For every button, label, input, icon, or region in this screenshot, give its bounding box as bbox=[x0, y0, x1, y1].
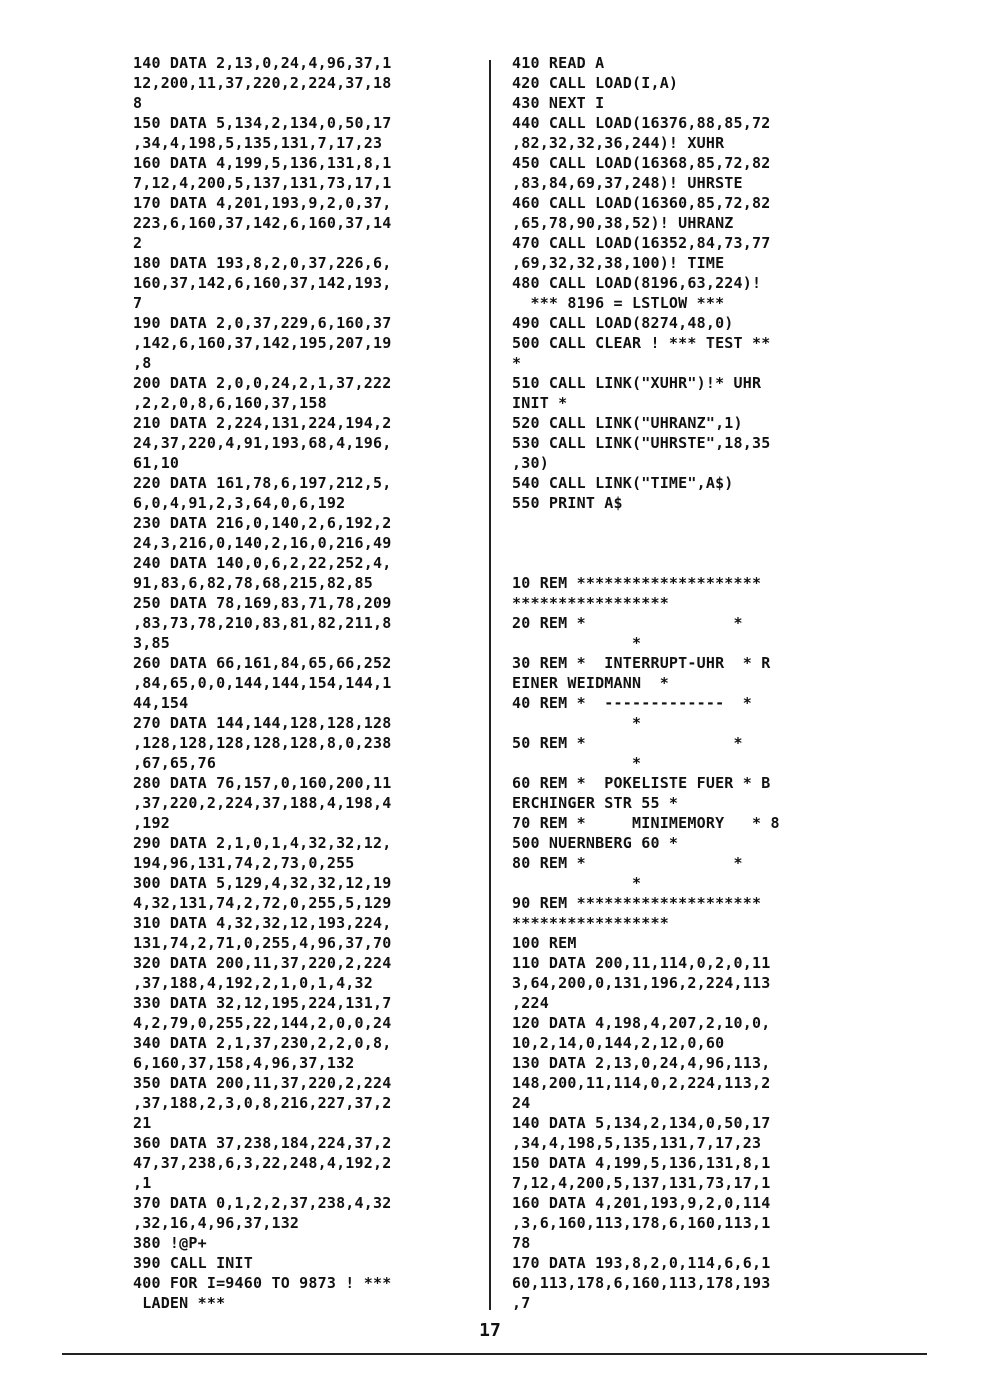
code-line: 520 CALL LINK("UHRANZ",1) bbox=[512, 414, 743, 432]
code-line: ,37,220,2,224,37,188,4,198,4 bbox=[133, 794, 392, 812]
code-line: 100 REM bbox=[512, 934, 577, 952]
code-line: 24,37,220,4,91,193,68,4,196, bbox=[133, 434, 392, 452]
code-line: ,65,78,90,38,52)! UHRANZ bbox=[512, 214, 734, 232]
code-line: 78 bbox=[512, 1234, 531, 1252]
code-line: 10,2,14,0,144,2,12,0,60 bbox=[512, 1034, 725, 1052]
code-line: 7,12,4,200,5,137,131,73,17,1 bbox=[512, 1174, 771, 1192]
code-line: INIT * bbox=[512, 394, 568, 412]
code-line: 230 DATA 216,0,140,2,6,192,2 bbox=[133, 514, 392, 532]
code-line: 390 CALL INIT bbox=[133, 1254, 253, 1272]
code-line: 210 DATA 2,224,131,224,194,2 bbox=[133, 414, 392, 432]
code-line: 370 DATA 0,1,2,2,37,238,4,32 bbox=[133, 1194, 392, 1212]
code-line: 160 DATA 4,201,193,9,2,0,114 bbox=[512, 1194, 771, 1212]
code-line: 131,74,2,71,0,255,4,96,37,70 bbox=[133, 934, 392, 952]
code-line: ,82,32,32,36,244)! XUHR bbox=[512, 134, 725, 152]
code-line: 21 bbox=[133, 1114, 152, 1132]
code-line: ,30) bbox=[512, 454, 549, 472]
code-line: ,7 bbox=[512, 1294, 531, 1312]
code-line: 140 DATA 5,134,2,134,0,50,17 bbox=[512, 1114, 771, 1132]
code-line: 330 DATA 32,12,195,224,131,7 bbox=[133, 994, 392, 1012]
code-line: 170 DATA 4,201,193,9,2,0,37, bbox=[133, 194, 392, 212]
code-line: 60 REM * POKELISTE FUER * B bbox=[512, 774, 771, 792]
code-line: 490 CALL LOAD(8274,48,0) bbox=[512, 314, 734, 332]
code-line: 500 CALL CLEAR ! *** TEST ** bbox=[512, 334, 771, 352]
code-line: 7 bbox=[133, 294, 143, 312]
code-line: 80 REM * * bbox=[512, 854, 743, 872]
code-line: ,3,6,160,113,178,6,160,113,1 bbox=[512, 1214, 771, 1232]
code-line: 120 DATA 4,198,4,207,2,10,0, bbox=[512, 1014, 771, 1032]
code-line: 410 READ A bbox=[512, 54, 605, 72]
code-line: ,67,65,76 bbox=[133, 754, 217, 772]
code-line: 91,83,6,82,78,68,215,82,85 bbox=[133, 574, 373, 592]
code-line: 130 DATA 2,13,0,24,4,96,113, bbox=[512, 1054, 771, 1072]
code-line: 260 DATA 66,161,84,65,66,252 bbox=[133, 654, 392, 672]
code-line: 4,2,79,0,255,22,144,2,0,0,24 bbox=[133, 1014, 392, 1032]
code-line: 150 DATA 5,134,2,134,0,50,17 bbox=[133, 114, 392, 132]
code-line: 20 REM * * bbox=[512, 614, 743, 632]
code-line: 420 CALL LOAD(I,A) bbox=[512, 74, 679, 92]
code-line: * bbox=[512, 874, 642, 892]
code-line: 250 DATA 78,169,83,71,78,209 bbox=[133, 594, 392, 612]
code-line: 480 CALL LOAD(8196,63,224)! bbox=[512, 274, 762, 292]
code-line: 150 DATA 4,199,5,136,131,8,1 bbox=[512, 1154, 771, 1172]
code-line: 24 bbox=[512, 1094, 531, 1112]
code-line: ***************** bbox=[512, 914, 669, 932]
code-line: ERCHINGER STR 55 * bbox=[512, 794, 679, 812]
code-line: ,37,188,2,3,0,8,216,227,37,2 bbox=[133, 1094, 392, 1112]
code-line: 450 CALL LOAD(16368,85,72,82 bbox=[512, 154, 771, 172]
code-line: 3,64,200,0,131,196,2,224,113 bbox=[512, 974, 771, 992]
code-line: 44,154 bbox=[133, 694, 189, 712]
code-line: 350 DATA 200,11,37,220,2,224 bbox=[133, 1074, 392, 1092]
code-line: ***************** bbox=[512, 594, 669, 612]
code-line: ,69,32,32,38,100)! TIME bbox=[512, 254, 725, 272]
code-line: 2 bbox=[133, 234, 143, 252]
code-line: ,34,4,198,5,135,131,7,17,23 bbox=[133, 134, 383, 152]
code-line: ,83,84,69,37,248)! UHRSTE bbox=[512, 174, 743, 192]
code-line: 320 DATA 200,11,37,220,2,224 bbox=[133, 954, 392, 972]
code-line: * bbox=[512, 354, 522, 372]
code-line: 10 REM ******************** bbox=[512, 574, 762, 592]
code-line: 470 CALL LOAD(16352,84,73,77 bbox=[512, 234, 771, 252]
right-listing-column bbox=[512, 53, 780, 1313]
code-line: ,8 bbox=[133, 354, 152, 372]
code-line: 61,10 bbox=[133, 454, 180, 472]
code-line: 160 DATA 4,199,5,136,131,8,1 bbox=[133, 154, 392, 172]
code-line: LADEN *** bbox=[133, 1294, 226, 1312]
page-number: 17 bbox=[479, 1320, 501, 1341]
code-line: 540 CALL LINK("TIME",A$) bbox=[512, 474, 734, 492]
code-line: 190 DATA 2,0,37,229,6,160,37 bbox=[133, 314, 392, 332]
code-line: 440 CALL LOAD(16376,88,85,72 bbox=[512, 114, 771, 132]
code-line: 340 DATA 2,1,37,230,2,2,0,8, bbox=[133, 1034, 392, 1052]
code-line: 8 bbox=[133, 94, 143, 112]
code-line bbox=[512, 513, 780, 533]
code-line: 220 DATA 161,78,6,197,212,5, bbox=[133, 474, 392, 492]
code-line: 223,6,160,37,142,6,160,37,14 bbox=[133, 214, 392, 232]
code-line: * bbox=[512, 714, 642, 732]
code-line: 6,160,37,158,4,96,37,132 bbox=[133, 1054, 355, 1072]
code-line: 90 REM ******************** bbox=[512, 894, 762, 912]
code-line: *** 8196 = LSTLOW *** bbox=[512, 294, 725, 312]
left-listing-column bbox=[133, 53, 391, 1313]
code-line: 460 CALL LOAD(16360,85,72,82 bbox=[512, 194, 771, 212]
code-line: EINER WEIDMANN * bbox=[512, 674, 669, 692]
code-line bbox=[512, 533, 780, 553]
code-line: ,128,128,128,128,128,8,0,238 bbox=[133, 734, 392, 752]
code-line: 200 DATA 2,0,0,24,2,1,37,222 bbox=[133, 374, 392, 392]
code-line: 110 DATA 200,11,114,0,2,0,11 bbox=[512, 954, 771, 972]
code-line: 380 !@P+ bbox=[133, 1234, 207, 1252]
code-line: 148,200,11,114,0,2,224,113,2 bbox=[512, 1074, 771, 1092]
code-line: 360 DATA 37,238,184,224,37,2 bbox=[133, 1134, 392, 1152]
code-line: 530 CALL LINK("UHRSTE",18,35 bbox=[512, 434, 771, 452]
code-line: 194,96,131,74,2,73,0,255 bbox=[133, 854, 355, 872]
code-line: 290 DATA 2,1,0,1,4,32,32,12, bbox=[133, 834, 392, 852]
code-line: 160,37,142,6,160,37,142,193, bbox=[133, 274, 392, 292]
code-line: 500 NUERNBERG 60 * bbox=[512, 834, 679, 852]
code-line: ,32,16,4,96,37,132 bbox=[133, 1214, 300, 1232]
code-line: 50 REM * * bbox=[512, 734, 743, 752]
code-line: 3,85 bbox=[133, 634, 170, 652]
code-line: 300 DATA 5,129,4,32,32,12,19 bbox=[133, 874, 392, 892]
code-line: ,83,73,78,210,83,81,82,211,8 bbox=[133, 614, 392, 632]
code-line: 270 DATA 144,144,128,128,128 bbox=[133, 714, 392, 732]
code-line: 430 NEXT I bbox=[512, 94, 605, 112]
code-line: 310 DATA 4,32,32,12,193,224, bbox=[133, 914, 392, 932]
footer-rule bbox=[62, 1353, 927, 1355]
code-line: ,2,2,0,8,6,160,37,158 bbox=[133, 394, 327, 412]
code-line: 30 REM * INTERRUPT-UHR * R bbox=[512, 654, 771, 672]
code-line: 400 FOR I=9460 TO 9873 ! *** bbox=[133, 1274, 392, 1292]
code-line: ,1 bbox=[133, 1174, 152, 1192]
code-line: 12,200,11,37,220,2,224,37,18 bbox=[133, 74, 392, 92]
code-line: ,192 bbox=[133, 814, 170, 832]
code-line: 280 DATA 76,157,0,160,200,11 bbox=[133, 774, 392, 792]
code-line: 550 PRINT A$ bbox=[512, 494, 623, 512]
code-line: * bbox=[512, 754, 642, 772]
code-line: ,34,4,198,5,135,131,7,17,23 bbox=[512, 1134, 762, 1152]
code-line: ,142,6,160,37,142,195,207,19 bbox=[133, 334, 392, 352]
code-line: 170 DATA 193,8,2,0,114,6,6,1 bbox=[512, 1254, 771, 1272]
code-line: 6,0,4,91,2,3,64,0,6,192 bbox=[133, 494, 346, 512]
code-line: 510 CALL LINK("XUHR")!* UHR bbox=[512, 374, 762, 392]
column-divider bbox=[489, 60, 491, 1310]
code-line: ,37,188,4,192,2,1,0,1,4,32 bbox=[133, 974, 373, 992]
code-line: 180 DATA 193,8,2,0,37,226,6, bbox=[133, 254, 392, 272]
code-line: 24,3,216,0,140,2,16,0,216,49 bbox=[133, 534, 392, 552]
code-line: 40 REM * ------------- * bbox=[512, 694, 752, 712]
code-line: 140 DATA 2,13,0,24,4,96,37,1 bbox=[133, 54, 392, 72]
code-line: 240 DATA 140,0,6,2,22,252,4, bbox=[133, 554, 392, 572]
code-line: 7,12,4,200,5,137,131,73,17,1 bbox=[133, 174, 392, 192]
code-line: 47,37,238,6,3,22,248,4,192,2 bbox=[133, 1154, 392, 1172]
code-line: 4,32,131,74,2,72,0,255,5,129 bbox=[133, 894, 392, 912]
code-line: ,84,65,0,0,144,144,154,144,1 bbox=[133, 674, 392, 692]
code-line bbox=[512, 553, 780, 573]
code-line: 70 REM * MINIMEMORY * 8 bbox=[512, 814, 780, 832]
code-line: ,224 bbox=[512, 994, 549, 1012]
code-line: * bbox=[512, 634, 642, 652]
code-line: 60,113,178,6,160,113,178,193 bbox=[512, 1274, 771, 1292]
